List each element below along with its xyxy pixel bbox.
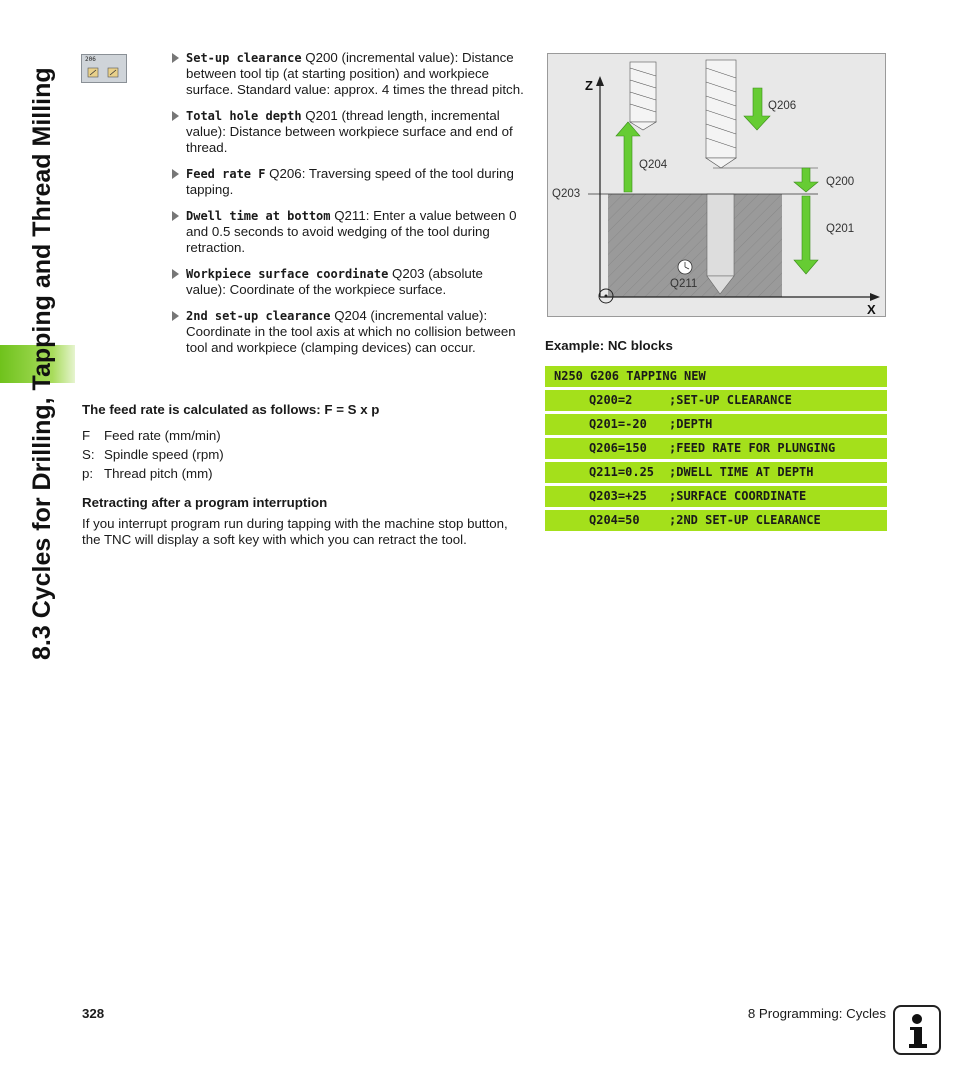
bullet-arrow-icon (172, 311, 179, 321)
q204-arrow (616, 122, 640, 192)
nc-header-row: N250 G206 TAPPING NEW (545, 366, 887, 387)
retract-heading: Retracting after a program interruption (82, 495, 328, 510)
param-total-hole-depth (172, 108, 524, 156)
param-name: Dwell time at bottom (186, 209, 331, 223)
param-name: Total hole depth (186, 109, 302, 123)
bullet-arrow-icon (172, 211, 179, 221)
parameter-list (172, 50, 524, 366)
param-feed-rate (172, 166, 524, 198)
param-name: 2nd set-up clearance (186, 309, 331, 323)
param-desc: Q206: Traversing speed of the tool during tapping. (186, 166, 514, 197)
param-desc: Q204 (incremental value): Coordinate in the tool axis at which no collision between tool and workpiece (clamping devices) can occur. (186, 308, 516, 355)
nc-row (545, 438, 887, 459)
page-number: 328 (82, 1006, 105, 1021)
param-name: Feed rate F (186, 167, 266, 181)
axis-x-label: X (867, 302, 876, 316)
chapter-side-title: 8.3 Cycles for Drilling, Tapping and Thread Milling (28, 67, 56, 660)
nc-comment: ;DEPTH (669, 417, 713, 431)
bullet-arrow-icon (172, 53, 179, 63)
formula-desc: Thread pitch (mm) (104, 466, 213, 481)
nc-row (545, 414, 887, 435)
nc-code: Q203=+25 (589, 489, 647, 503)
nc-row (545, 462, 887, 483)
nc-blocks-table (545, 366, 887, 534)
tapping-cycle-diagram (547, 53, 886, 317)
nc-row (545, 510, 887, 531)
param-dwell-time (172, 208, 524, 256)
nc-code: Q200=2 (589, 393, 633, 407)
formula-desc: Spindle speed (rpm) (104, 447, 224, 462)
param-desc: Q211: Enter a value between 0 and 0.5 seconds to avoid wedging of the tool during retraction. (186, 208, 517, 255)
nc-code: Q211=0.25 (589, 465, 655, 479)
nc-row (545, 486, 887, 507)
bullet-arrow-icon (172, 169, 179, 179)
cycle-icon-label: 206 (85, 56, 96, 63)
nc-code: Q201=-20 (589, 417, 647, 431)
nc-code: Q206=150 (589, 441, 647, 455)
label-q201: Q201 (826, 223, 855, 235)
nc-row (545, 390, 887, 411)
info-icon (893, 1005, 941, 1055)
nc-comment: ;2ND SET-UP CLEARANCE (669, 513, 821, 527)
formula-key: S: (82, 447, 95, 462)
formula-row-p (82, 466, 213, 481)
formula-row-s (82, 447, 224, 462)
param-workpiece-surface (172, 266, 524, 298)
formula-key: F (82, 428, 91, 443)
footer-chapter: 8 Programming: Cycles (747, 1006, 886, 1021)
param-name: Workpiece surface coordinate (186, 267, 389, 281)
retract-text: If you interrupt program run during tapping with the machine stop button, the TNC will display a soft key with which you can retract the tool. (82, 516, 508, 547)
bullet-arrow-icon (172, 269, 179, 279)
feed-rate-heading: The feed rate is calculated as follows: F = S x p (82, 402, 380, 417)
q200-arrow (794, 168, 818, 192)
nc-code: Q204=50 (589, 513, 640, 527)
drilled-hole (707, 194, 734, 276)
example-heading: Example: NC blocks (545, 338, 673, 353)
formula-desc: Feed rate (mm/min) (104, 428, 221, 443)
formula-key: p: (82, 466, 94, 481)
nc-comment: ;SET-UP CLEARANCE (669, 393, 792, 407)
label-q200: Q200 (826, 176, 855, 188)
nc-comment: ;FEED RATE FOR PLUNGING (669, 441, 836, 455)
label-q204: Q204 (639, 159, 668, 171)
param-2nd-set-up-clearance (172, 308, 524, 356)
label-q203: Q203 (552, 188, 581, 200)
label-q211: Q211 (670, 278, 698, 290)
bullet-arrow-icon (172, 111, 179, 121)
param-set-up-clearance (172, 50, 524, 98)
tap-tool-right (706, 60, 736, 168)
q206-arrow (744, 88, 770, 130)
param-name: Set-up clearance (186, 51, 302, 65)
nc-comment: ;DWELL TIME AT DEPTH (669, 465, 814, 479)
q201-arrow (794, 196, 818, 274)
axis-z-label: Z (585, 78, 593, 93)
tap-tool-left (630, 62, 656, 130)
cycle-206-icon (81, 54, 127, 83)
param-desc: Q203 (absolute value): Coordinate of the workpiece surface. (186, 266, 483, 297)
param-desc: Q201 (thread length, incremental value): Distance between workpiece surface and end of thread. (186, 108, 513, 155)
formula-row-f (82, 428, 221, 443)
param-desc: Q200 (incremental value): Distance between tool tip (at starting position) and workpiece surface. Standard value: approx. 4 times the thread pitch. (186, 50, 524, 97)
nc-comment: ;SURFACE COORDINATE (669, 489, 807, 503)
label-q206: Q206 (768, 100, 797, 112)
